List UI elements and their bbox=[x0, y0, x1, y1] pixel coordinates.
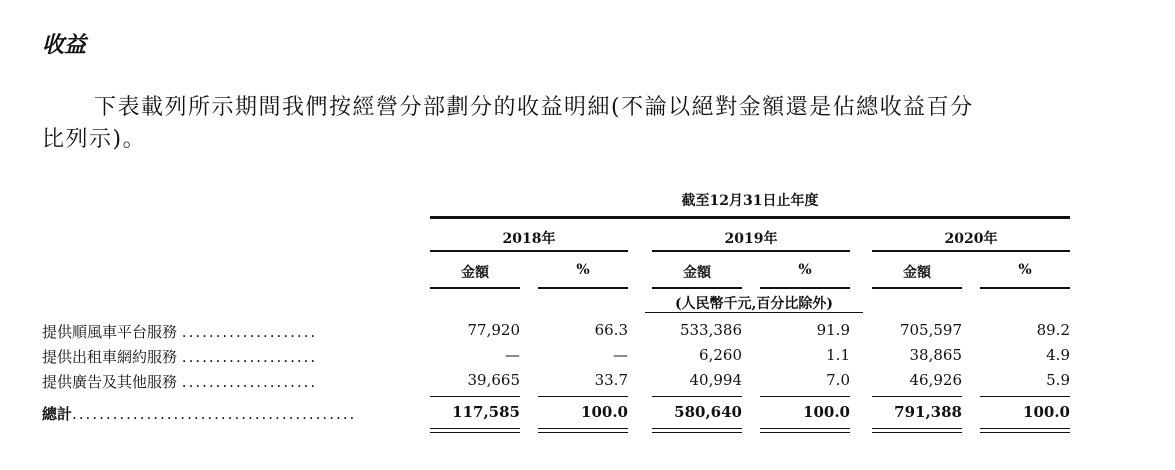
table-cell: 77,920 bbox=[467, 321, 520, 339]
total-top-rule bbox=[430, 396, 520, 397]
double-rule bbox=[872, 432, 962, 433]
subheader-rule bbox=[980, 287, 1070, 289]
unit-note-rule bbox=[645, 312, 863, 313]
table-cell: 46,926 bbox=[909, 371, 962, 389]
total-top-rule bbox=[872, 396, 962, 397]
table-cell: 6,260 bbox=[699, 346, 742, 364]
double-rule bbox=[980, 432, 1070, 433]
total-cell: 580,640 bbox=[674, 403, 742, 421]
double-rule bbox=[430, 432, 520, 433]
table-cell: 5.9 bbox=[1046, 371, 1070, 389]
table-row-label: 提供出租車網約服務 .................... bbox=[42, 348, 318, 366]
subheader-rule bbox=[872, 287, 962, 289]
total-cell: 791,388 bbox=[894, 403, 962, 421]
double-rule bbox=[980, 428, 1070, 429]
total-cell: 117,585 bbox=[452, 403, 520, 421]
year-2018-rule bbox=[430, 250, 628, 252]
subheader-rule bbox=[760, 287, 850, 289]
table-cell: 40,994 bbox=[689, 371, 742, 389]
subheader-amount-2018: 金額 bbox=[461, 265, 489, 281]
subheader-rule bbox=[538, 287, 628, 289]
double-rule bbox=[872, 428, 962, 429]
table-cell: 533,386 bbox=[679, 321, 742, 339]
paragraph-line-2: 比列示)。 bbox=[42, 127, 147, 152]
table-cell: 1.1 bbox=[826, 346, 850, 364]
double-rule bbox=[760, 428, 850, 429]
year-2018-header: 2018年 bbox=[502, 231, 556, 247]
total-cell: 100.0 bbox=[1023, 403, 1070, 421]
double-rule bbox=[760, 432, 850, 433]
year-2019-rule bbox=[652, 250, 850, 252]
subheader-rule bbox=[652, 287, 742, 289]
table-cell: — bbox=[613, 346, 628, 364]
double-rule bbox=[538, 428, 628, 429]
total-top-rule bbox=[652, 396, 742, 397]
subheader-rule bbox=[430, 287, 520, 289]
subheader-pct-2018: % bbox=[576, 262, 590, 278]
table-cell: 66.3 bbox=[594, 321, 628, 339]
intro-paragraph bbox=[42, 92, 1102, 156]
total-top-rule bbox=[980, 396, 1070, 397]
header-top-rule bbox=[430, 216, 1070, 219]
double-rule bbox=[430, 428, 520, 429]
total-row-label: 總計.......................................... bbox=[42, 405, 357, 423]
table-cell: 705,597 bbox=[899, 321, 962, 339]
total-cell: 100.0 bbox=[803, 403, 850, 421]
subheader-pct-2020: % bbox=[1018, 262, 1032, 278]
subheader-pct-2019: % bbox=[798, 262, 812, 278]
table-cell: 91.9 bbox=[816, 321, 850, 339]
subheader-amount-2020: 金額 bbox=[903, 265, 931, 281]
table-cell: 7.0 bbox=[826, 371, 850, 389]
year-2019-header: 2019年 bbox=[724, 231, 778, 247]
period-header: 截至12月31日止年度 bbox=[681, 193, 819, 209]
table-cell: — bbox=[505, 346, 520, 364]
table-cell: 33.7 bbox=[594, 371, 628, 389]
double-rule bbox=[652, 432, 742, 433]
table-cell: 38,865 bbox=[909, 346, 962, 364]
table-cell: 4.9 bbox=[1046, 346, 1070, 364]
section-title: 收益 bbox=[42, 32, 87, 58]
total-top-rule bbox=[760, 396, 850, 397]
subheader-amount-2019: 金額 bbox=[683, 265, 711, 281]
unit-note: (人民幣千元,百分比除外) bbox=[674, 296, 834, 312]
total-top-rule bbox=[538, 396, 628, 397]
double-rule bbox=[652, 428, 742, 429]
table-cell: 39,665 bbox=[467, 371, 520, 389]
double-rule bbox=[538, 432, 628, 433]
year-2020-header: 2020年 bbox=[944, 231, 998, 247]
paragraph-line-1: 下表載列所示期間我們按經營分部劃分的收益明細(不論以絕對金額還是佔總收益百分 bbox=[94, 95, 974, 120]
table-row-label: 提供廣告及其他服務 .................... bbox=[42, 373, 318, 391]
table-row-label: 提供順風車平台服務 .................... bbox=[42, 323, 318, 341]
total-cell: 100.0 bbox=[581, 403, 628, 421]
table-cell: 89.2 bbox=[1036, 321, 1070, 339]
year-2020-rule bbox=[872, 250, 1070, 252]
